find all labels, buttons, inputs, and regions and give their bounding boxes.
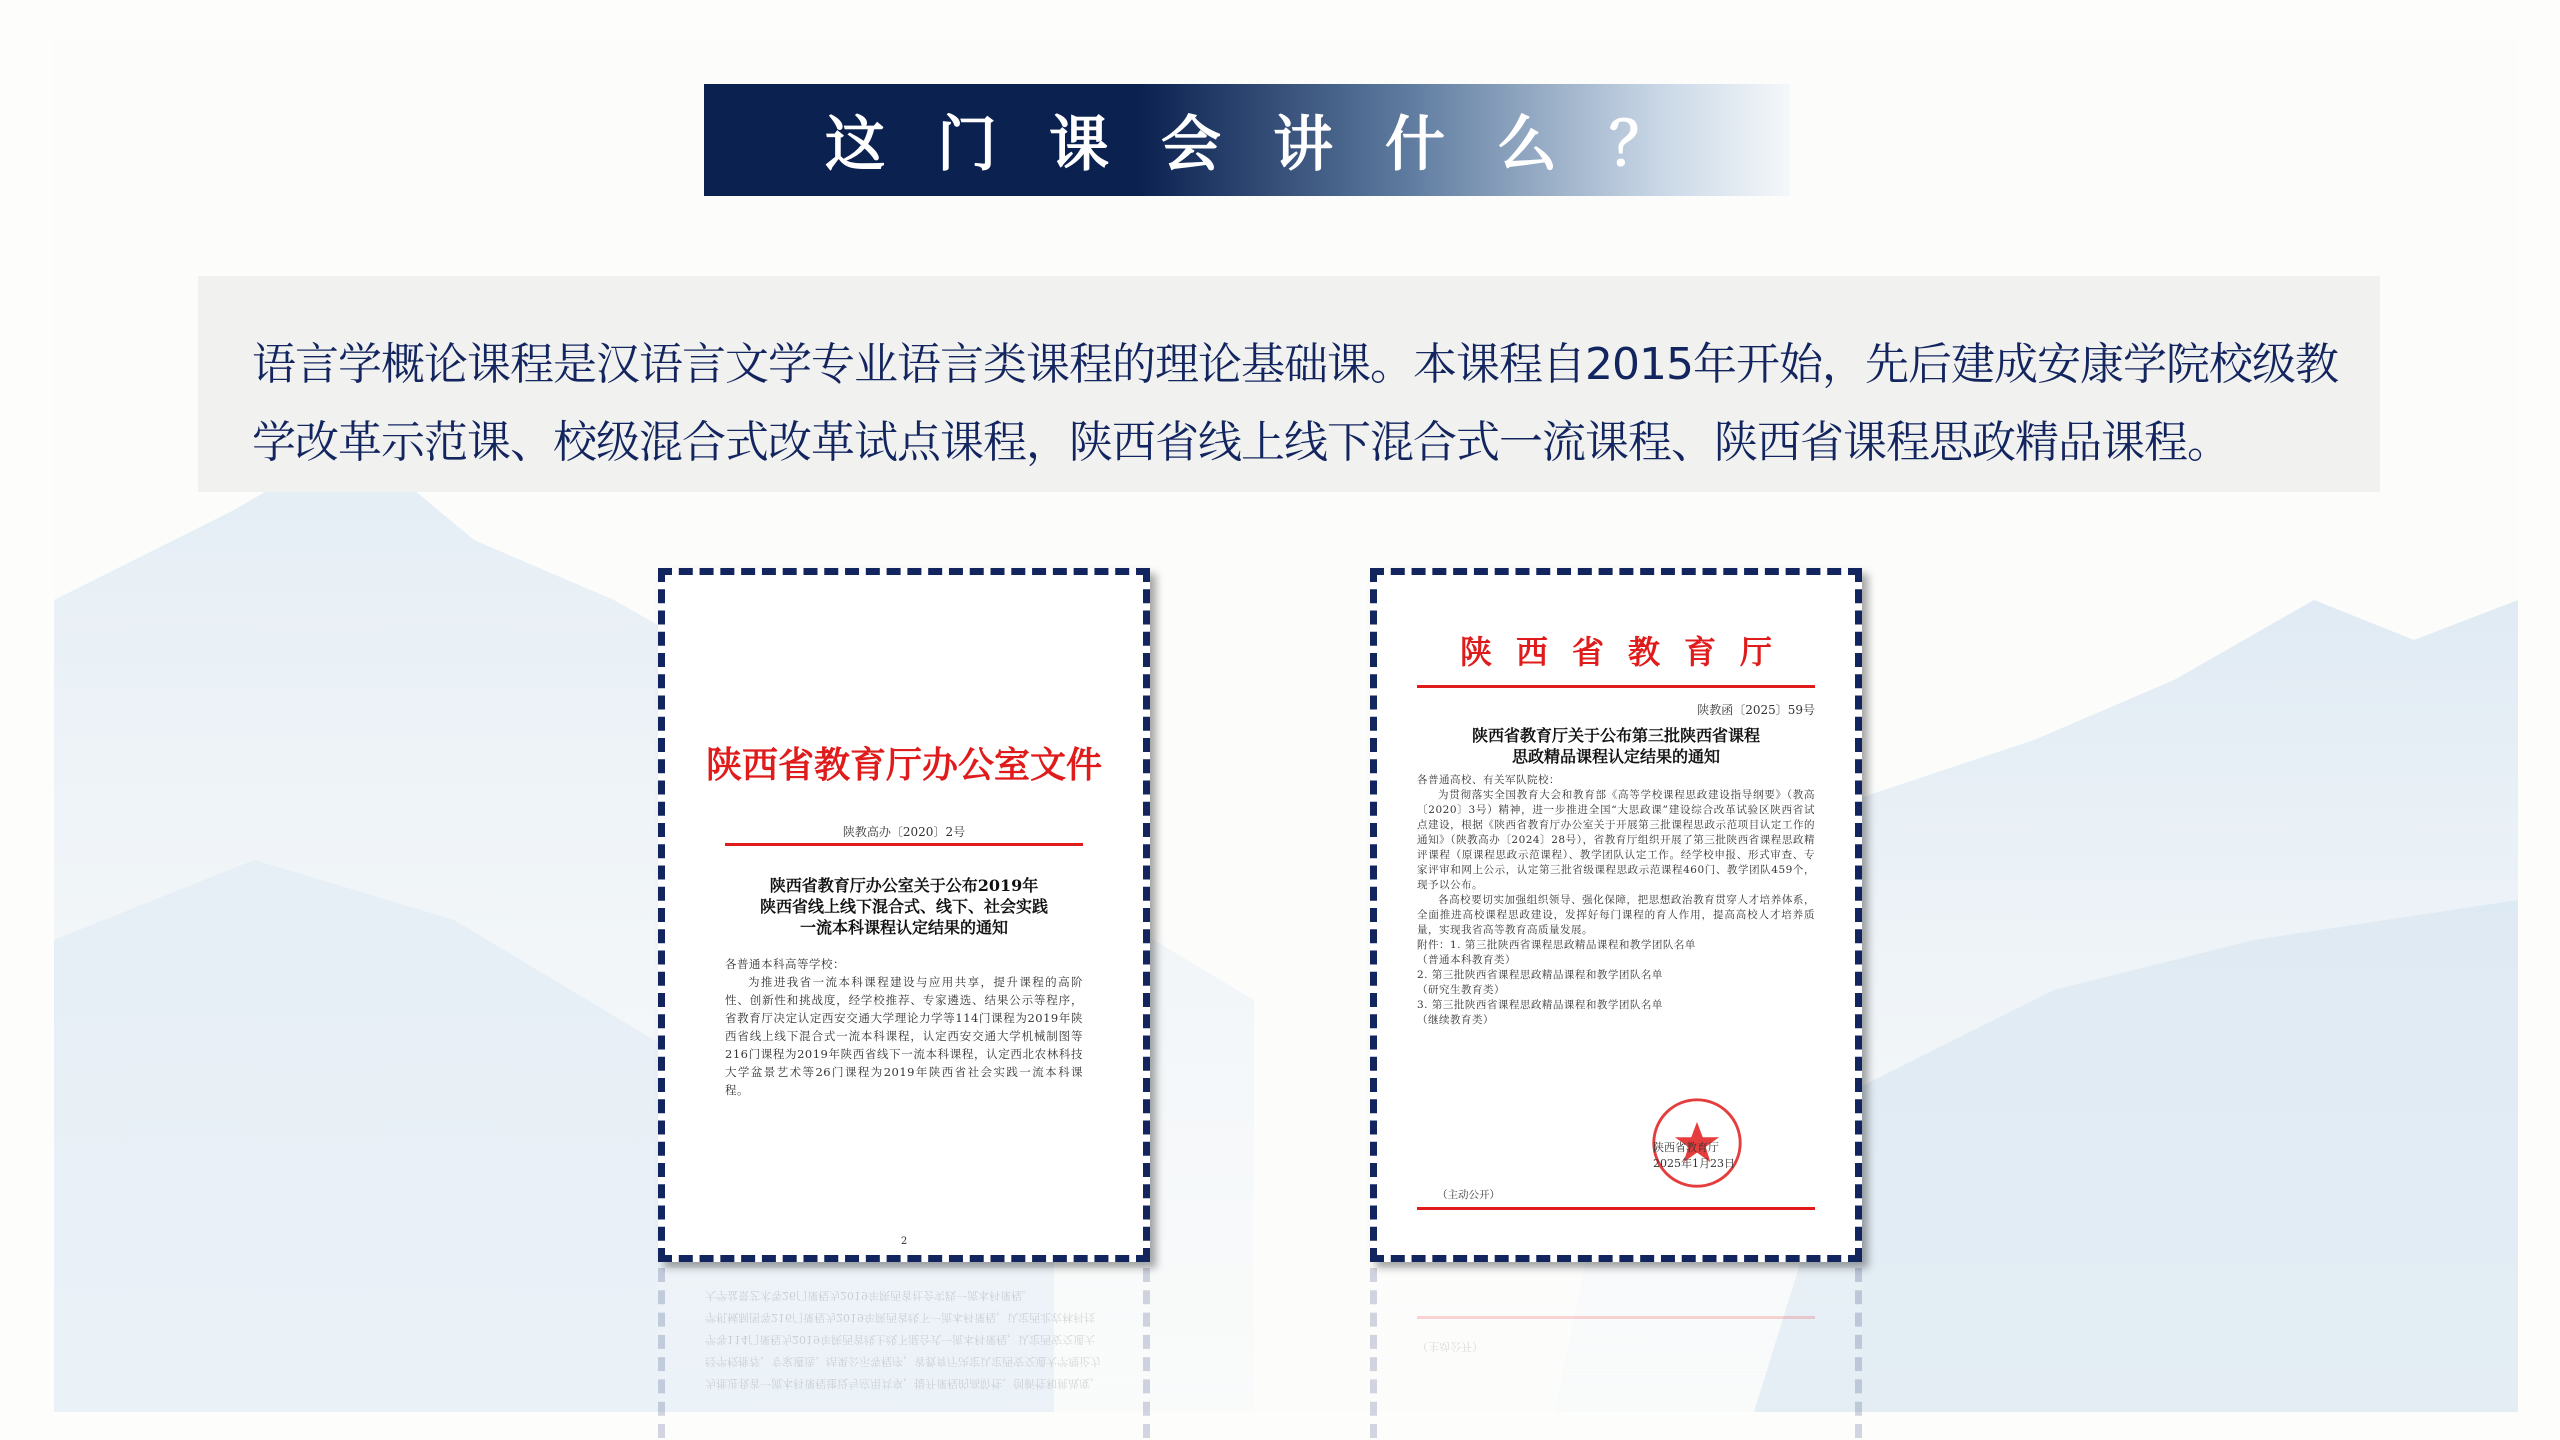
reflection-text: （主动公开）	[1417, 1340, 1483, 1353]
disclosure-label: （主动公开）	[1437, 1189, 1500, 1201]
attachments-label: 附件：	[1417, 939, 1450, 951]
intro-text: 语言学概论课程是汉语言文学专业语言类课程的理论基础课。本课程自2015年开始，先后建成安康学院校级教学改革示范课、校级混合式改革试点课程，陕西省线上线下混合式一流课程、陕西省课程思政精品课程。	[252, 339, 2338, 468]
signature: 陕西省教育厅	[1653, 1141, 1719, 1154]
page-number: 2	[900, 1236, 908, 1247]
document-reflection	[658, 1268, 1150, 1438]
attachment-item: 3. 第三批陕西省课程思政精品课程和教学团队名单	[1417, 999, 1663, 1011]
attachment-item: （研究生教育类）	[1417, 984, 1505, 996]
document-image-2025	[1370, 568, 1862, 1262]
red-divider	[1417, 685, 1815, 688]
document-body	[1417, 773, 1815, 1028]
mountain-background	[54, 40, 2518, 1412]
reflection-red-line	[1417, 1316, 1815, 1319]
attachment-item: 2. 第三批陕西省课程思政精品课程和教学团队名单	[1417, 969, 1663, 981]
heading-line: 陕西省线上线下混合式、线下、社会实践	[759, 897, 1048, 916]
document-ref-no: 陕教高办〔2020〕2号	[842, 825, 966, 839]
red-divider	[725, 843, 1083, 846]
slide	[54, 40, 2518, 1412]
intro-box	[198, 276, 2380, 492]
document-ref-no: 陕教函〔2025〕59号	[1697, 703, 1815, 717]
document-reflection	[1370, 1268, 1862, 1438]
heading-line: 陕西省教育厅办公室关于公布2019年	[769, 876, 1039, 895]
document-image-2020	[658, 568, 1150, 1262]
document-body	[725, 955, 1083, 1099]
document-issuer: 陕西省教育厅	[1459, 633, 1796, 671]
attachment-list	[1417, 938, 1815, 953]
attachment-item: （普通本科教育类）	[1417, 954, 1516, 966]
heading-line: 陕西省教育厅关于公布第三批陕西省课程	[1471, 726, 1760, 745]
document-heading	[685, 875, 1123, 938]
document-heading	[1397, 725, 1835, 767]
heading-line: 一流本科课程认定结果的通知	[799, 918, 1008, 937]
title-banner	[704, 84, 1790, 196]
red-divider	[1417, 1207, 1815, 1210]
attachment-item: 1. 第三批陕西省课程思政精品课程和教学团队名单	[1450, 939, 1696, 951]
signature-block	[1653, 1140, 1735, 1172]
heading-line: 思政精品课程认定结果的通知	[1511, 747, 1720, 766]
salutation: 各普通高校、有关军队院校：	[1417, 774, 1560, 786]
body-paragraph: 为推进我省一流本科课程建设与应用共享，提升课程的高阶性、创新性和挑战度，经学校推荐、专家遴选、结果公示等程序，省教育厅决定认定西安交通大学理论力学等114门课程为2019年陕西省线上线下混合式一流本科课程，认定西安交通大学机械制图等216门课程为2019年陕西省线下一流本科课程，认定西北农林科技大学盆景艺术等26门课程为2019年陕西省社会实践一流本科课程。	[725, 975, 1083, 1097]
document-date: 2025年1月23日	[1653, 1157, 1735, 1170]
document-issuer: 陕西省教育厅办公室文件	[705, 744, 1102, 786]
attachment-item: （继续教育类）	[1417, 1014, 1494, 1026]
body-paragraph: 为贯彻落实全国教育大会和教育部《高等学校课程思政建设指导纲要》（教高〔2020〕3号）精神，进一步推进全国“大思政课”建设综合改革试验区陕西省试点建设，根据《陕西省教育厅办公室关于开展第三批课程思政示范项目认定工作的通知》（陕教高办〔2024〕28号），省教育厅组织开展了第三批陕西省课程思政精评课程（原课程思政示范课程）、教学团队认定工作。经学校申报、形式审查、专家评审和网上公示，认定第三批省级课程思政示范课程460门、教学团队459个，现予以公布。	[1417, 789, 1815, 891]
body-paragraph: 各高校要切实加强组织领导、强化保障，把思想政治教育贯穿人才培养体系，全面推进高校课程思政建设，发挥好每门课程的育人作用，提高高校人才培养质量，实现我省高等教育高质量发展。	[1417, 894, 1815, 936]
reflection-text: 为推进我省一流本科课程建设与应用共享，提升课程的高阶性、创新性和挑战度，经学校推荐、专家遴选、结果公示等程序，省教育厅决定认定西安交通大学理论力学等114门课程为2019年陕西省线上线下混合式一流本科课程，认定西安交通大学机械制图等216门课程为2019年陕西省线下一流本科课程，认定西北农林科技大学盆景艺术等26门课程为2019年陕西省社会实践一流本科课程。	[705, 1289, 1101, 1390]
page-title: 这门课会讲什么？	[825, 110, 1721, 180]
salutation: 各普通本科高等学校：	[725, 957, 845, 971]
